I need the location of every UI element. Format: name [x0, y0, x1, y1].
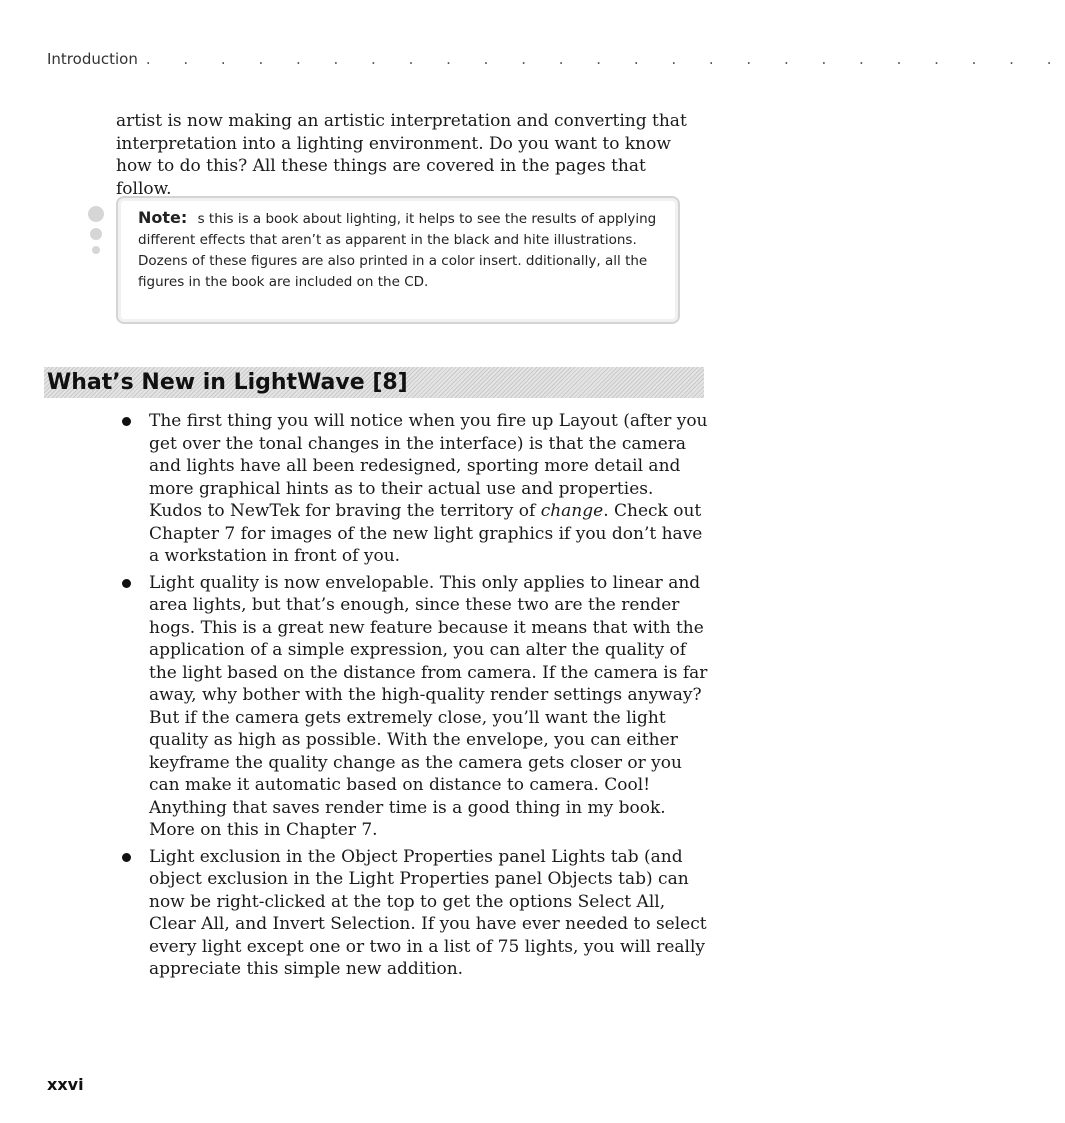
feature-list	[116, 410, 708, 985]
note-body: s this is a book about lighting, it helps to see the results of applying different effects that aren’t as apparent in the black and hite illustrations. Dozens of these figures are also printed in a color insert. dditionally, all the figures in the book are included on the CD.	[138, 211, 657, 290]
bullet-icon	[122, 417, 131, 426]
bullet-icon	[122, 579, 131, 588]
section-heading: What’s New in LightWave [8]	[47, 370, 408, 395]
running-head-title: Introduction	[47, 50, 138, 68]
list-item: Light exclusion in the Object Properties panel Lights tab (and object exclusion in the Light Properties panel Objects tab) can now be right-clicked at the top to get the options Select All, Clear All, and Invert Selection. If you have ever needed to select every light except one or two in a list of 75 lights, you will really appreciate this simple new addition.	[116, 846, 708, 981]
running-head	[47, 50, 1065, 68]
note-content	[138, 207, 658, 293]
section-heading-band	[44, 367, 704, 398]
list-item: Light quality is now envelopable. This only applies to linear and area lights, but that’s enough, since these two are the render hogs. This is a great new feature because it means that with the application of a simple expression, you can alter the quality of the light based on the distance from camera. If the camera is far away, why bother with the high-quality render settings anyway? But if the camera gets extremely close, you’ll want the light quality as high as possible. With the envelope, you can either keyframe the quality change as the camera gets closer or you can make it automatic based on distance to camera. Cool! Anything that saves render time is a good thing in my book. More on this in Chapter 7.	[116, 572, 708, 842]
note-marker-icon	[88, 206, 104, 260]
list-item: The first thing you will notice when you fire up Layout (after you get over the tonal changes in the interface) is that the camera and lights have all been redesigned, sporting more detail and more graphical hints as to their actual use and properties. Kudos to NewTek for braving the territory of change. Check out Chapter 7 for images of the new light graphics if you don’t have a workstation in front of you.	[116, 410, 708, 568]
bullet-icon	[122, 853, 131, 862]
intro-paragraph: artist is now making an artistic interpretation and converting that interpretation into a lighting environment. Do you want to know how to do this? All these things are covered in the pages that follow.	[116, 111, 687, 199]
page-number: xxvi	[47, 1075, 84, 1094]
emphasis-text: change	[540, 501, 604, 521]
note-label: Note:	[138, 208, 188, 227]
dot-leader: . . . . . . . . . . . . . . . . . . . . . . . . .	[145, 50, 1065, 68]
